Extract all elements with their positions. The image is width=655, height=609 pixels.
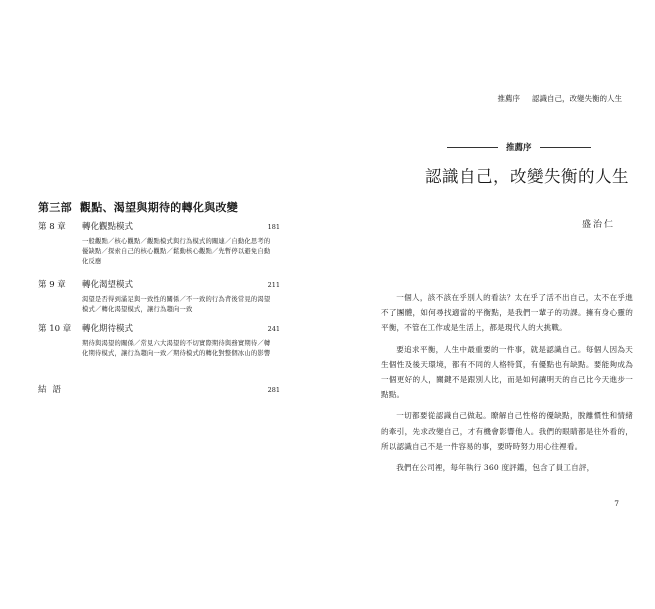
chapter-description: 期待與渴望的關係／常見六大渴望的不切實際期待與務實期待／轉化期待模式，讓行為趨向一致／期待模式的轉化對整個冰山的影響 bbox=[82, 340, 271, 358]
part-label: 第三部 bbox=[38, 201, 72, 214]
label-rule-right bbox=[540, 147, 591, 148]
chapter-description: 一般觀點／核心觀點／觀點模式與行為模式的關連／自動化思考的優缺點／探索自己的核心觀點／鬆動核心觀點／先暫停以避免自動化反應 bbox=[82, 238, 271, 266]
toc-chapter-8 bbox=[38, 221, 280, 268]
right-page-preface bbox=[327, 0, 655, 609]
paragraph: 要追求平衡，人生中最重要的一件事，就是認識自己。每個人因為天生個性及後天環境，都有不同的人格特質，有優點也有缺點。要能夠成為一個更好的人，關鍵不是跟別人比，而是如何讓明天的自己比今天進步一點點。 bbox=[381, 344, 633, 400]
chapter-title: 轉化渴望模式 bbox=[82, 280, 134, 290]
body-text bbox=[381, 290, 633, 481]
conclusion-label: 結語 bbox=[38, 385, 68, 395]
section-label-row bbox=[447, 141, 647, 153]
chapter-page-number: 181 bbox=[267, 223, 280, 231]
toc-conclusion bbox=[38, 384, 280, 397]
conclusion-page-number: 281 bbox=[267, 386, 280, 394]
page-number: 7 bbox=[614, 499, 619, 508]
chapter-title: 轉化期待模式 bbox=[82, 324, 134, 334]
running-header bbox=[498, 93, 623, 104]
toc-chapter-10 bbox=[38, 323, 280, 359]
chapter-label: 第 9 章 bbox=[38, 280, 66, 290]
chapter-page-number: 241 bbox=[267, 325, 280, 333]
part-heading bbox=[38, 199, 238, 215]
label-rule-left bbox=[447, 147, 498, 148]
author-name: 盛治仁 bbox=[581, 220, 615, 230]
paragraph: 一切都要從認識自己做起。瞭解自己性格的優缺點，脫離慣性和情緒的牽引，先求改變自己，才有機會影響他人。我們的眼睛都是往外看的，所以認識自己不是一件容易的事，要時時努力用心往裡看。 bbox=[381, 411, 633, 451]
toc-chapter-9 bbox=[38, 279, 280, 315]
left-page-toc bbox=[0, 0, 327, 609]
section-label: 推薦序 bbox=[506, 143, 532, 153]
chapter-label: 第 8 章 bbox=[38, 222, 66, 232]
paragraph: 我們在公司裡，每年執行 360 度評鑑，包含了員工自評， bbox=[396, 463, 595, 473]
chapter-label: 第 10 章 bbox=[38, 324, 72, 334]
chapter-page-number: 211 bbox=[267, 281, 280, 289]
page-title: 認識自己，改變失衡的人生 bbox=[425, 167, 629, 186]
part-title: 觀點、渴望與期待的轉化與改變 bbox=[79, 201, 239, 214]
chapter-title: 轉化觀點模式 bbox=[82, 222, 134, 232]
paragraph: 一個人，該不該在乎別人的看法？太在乎了活不出自己，太不在乎進不了團體，如何尋找適當的平衡點，是我們一輩子的功課。擁有身心靈的平衡，不管在工作或是生活上，都是現代人的大挑戰。 bbox=[381, 293, 633, 333]
running-header-title: 認識自己，改變失衡的人生 bbox=[532, 94, 622, 103]
running-header-section: 推薦序 bbox=[497, 94, 520, 103]
chapter-description: 渴望是否得到滿足與一致性的關係／不一致的行為背後常見的渴望模式／轉化渴望模式，讓行為趨向一致 bbox=[82, 296, 271, 314]
